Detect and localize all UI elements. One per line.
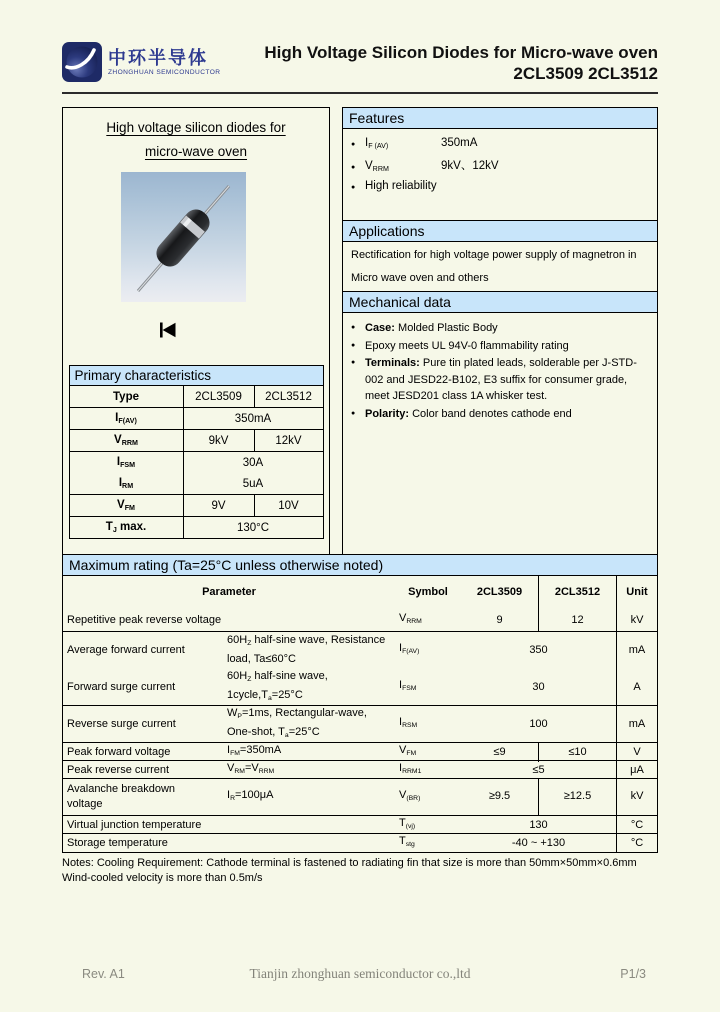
notes	[62, 856, 658, 885]
maximum-rating-table	[62, 576, 658, 853]
notes-line2: Wind-cooled velocity is more than 0.5m/s	[62, 871, 263, 884]
primary-characteristics-header: Primary characteristics	[69, 365, 324, 386]
symbol-cell: $I_{RRM1}$	[399, 762, 422, 776]
diode-cathode-icon	[159, 322, 329, 343]
product-intro-title	[63, 116, 329, 164]
table-row	[63, 743, 657, 761]
table-row	[63, 669, 657, 706]
row-label: $I_{F(AV)}$	[70, 408, 184, 429]
table-row	[63, 816, 657, 834]
top-section	[62, 107, 658, 555]
diode-photo	[121, 172, 246, 302]
symbol-cell: $I_{F(AV)}$	[399, 642, 420, 656]
title-line1: High Voltage Silicon Diodes for Micro-wave oven	[264, 43, 658, 62]
value-cell: 130°C	[236, 521, 270, 534]
table-row	[63, 706, 657, 743]
table-row	[70, 408, 323, 430]
feature-item	[351, 157, 651, 173]
value-cell: 350mA	[234, 412, 272, 425]
mechanical-item	[351, 406, 651, 423]
symbol-cell: $I_{RSM}$	[399, 716, 418, 730]
bullet-icon: ●	[351, 341, 356, 349]
header-parameter: Parameter	[202, 586, 256, 599]
feature-value: 350mA	[441, 137, 478, 149]
unit-cell: mA	[616, 706, 657, 743]
company-logo	[62, 42, 220, 82]
value-cell: 2CL3509	[195, 390, 242, 403]
condition-cell: $I_{FM}=350mA$	[227, 744, 282, 758]
mechanical-data-box	[342, 312, 658, 555]
intro-title-line2: micro-wave oven	[144, 144, 248, 159]
parameter-cell: Peak reverse current	[67, 763, 170, 776]
bullet-icon: ●	[351, 359, 356, 366]
features-header: Features	[342, 107, 658, 129]
mechanical-data-header: Mechanical data	[342, 291, 658, 313]
mechanical-item	[351, 320, 651, 337]
value-cell: 350	[529, 643, 548, 656]
unit-cell: kV	[616, 779, 657, 815]
bullet-icon: ●	[351, 184, 356, 192]
parameter-cell: Repetitive peak reverse voltage	[67, 613, 222, 626]
page-header	[62, 42, 658, 94]
bullet-icon: ●	[351, 164, 356, 172]
table-row	[63, 779, 657, 816]
value-cell: -40 ~ +130	[511, 836, 566, 849]
value-cell: 2CL3512	[254, 386, 323, 407]
parameter-cell: Peak forward voltage	[67, 745, 171, 758]
info-column	[342, 107, 658, 555]
table-row	[70, 386, 323, 408]
value-cell: 12kV	[254, 430, 323, 451]
value-cell: ≥9.5	[488, 790, 511, 803]
value-cell: ≤5	[532, 763, 545, 776]
parameter-cell: Avalanche breakdown voltage	[67, 782, 176, 810]
parameter-cell: Average forward current	[67, 643, 185, 656]
mechanical-text: Case: Molded Plastic Body	[365, 322, 498, 334]
unit-cell: A	[616, 669, 657, 706]
mechanical-text: Polarity: Color band denotes cathode end	[365, 407, 572, 420]
revision-label: Rev. A1	[82, 967, 125, 981]
symbol-cell: $V_{(BR)}$	[399, 788, 421, 802]
mechanical-text: Terminals: Pure tin plated leads, solderable per J-STD-002 and JESD22-B102, E3 suffix for consumer grade, meet JESD201 class 1A whisker test.	[365, 357, 637, 402]
row-label: $T_J$ max.	[70, 517, 184, 538]
feature-value: 9kV、12kV	[441, 160, 499, 173]
diode-photo-drawing	[121, 172, 246, 302]
applications-line1: Rectification for high voltage power supply of magnetron in	[351, 249, 637, 261]
unit-cell: °C	[616, 834, 657, 853]
parameter-cell: Virtual junction temperature	[67, 818, 202, 831]
condition-cell: $60H_Z$ half-sine wave, $1cycle,T_a=25^\circ C$	[227, 670, 328, 702]
value-cell: ≤10	[538, 743, 616, 762]
table-row	[70, 495, 323, 517]
unit-cell: mA	[616, 632, 657, 669]
bullet-icon: ●	[351, 409, 356, 417]
table-row	[63, 632, 657, 669]
primary-characteristics-table	[69, 386, 324, 539]
notes-line1: Notes: Cooling Requirement: Cathode terminal is fastened to radiating fin that size is more than 50mm×50mm×0.6mm	[62, 857, 637, 869]
applications-header: Applications	[342, 220, 658, 242]
table-row	[63, 761, 657, 779]
value-cell: 9kV	[208, 434, 229, 447]
page-number: P1/3	[620, 967, 646, 981]
row-label: $I_{FSM}$	[70, 452, 184, 473]
logo-english-name: ZHONGHUAN SEMICONDUCTOR	[108, 69, 221, 76]
feature-item	[351, 180, 651, 192]
value-cell: 100	[529, 717, 548, 730]
mechanical-item	[351, 355, 651, 405]
symbol-cell: $I_{FSM}$	[399, 679, 417, 693]
value-cell: 9V	[211, 499, 226, 512]
condition-cell: $60H_Z$ half-sine wave, Resistance load, Ta≤60°C	[227, 634, 386, 666]
unit-cell: °C	[616, 816, 657, 835]
table-row	[70, 430, 323, 452]
value-cell: 30A	[242, 456, 264, 469]
header-unit: Unit	[616, 576, 657, 610]
symbol-cell: $V_{RRM}$	[399, 612, 422, 626]
table-row	[70, 473, 323, 495]
parameter-cell: Reverse surge current	[67, 717, 176, 730]
document-title	[264, 42, 658, 84]
value-cell: 10V	[254, 495, 323, 516]
applications-box	[342, 241, 658, 292]
unit-cell: V	[616, 743, 657, 762]
header-symbol: Symbol	[408, 586, 448, 599]
product-overview-box	[62, 107, 330, 555]
condition-cell: $V_{RM}=V_{RRM}$	[227, 762, 275, 776]
value-cell: 9	[496, 613, 503, 626]
symbol-cell: $T_{stg}$	[399, 835, 415, 849]
bullet-icon: ●	[351, 141, 356, 148]
table-row	[63, 610, 657, 632]
feature-symbol: $I_{F (AV)}$	[365, 137, 389, 151]
unit-cell: μA	[616, 761, 657, 780]
parameter-cell: Forward surge current	[67, 680, 176, 693]
row-label: Type	[70, 386, 184, 407]
value-cell: 5uA	[242, 477, 264, 490]
logo-icon	[62, 42, 102, 82]
maximum-rating-header: Maximum rating (Ta=25°C unless otherwise noted)	[62, 554, 658, 576]
mechanical-text: Epoxy meets UL 94V-0 flammability rating	[365, 339, 569, 352]
feature-item	[351, 137, 651, 150]
header-2cl3509: 2CL3509	[476, 586, 523, 599]
applications-line2: Micro wave oven and others	[351, 272, 489, 284]
page-footer	[62, 966, 658, 982]
table-row	[63, 834, 657, 852]
part-numbers: 2CL3509 2CL3512	[513, 64, 658, 83]
value-cell: ≥12.5	[538, 779, 616, 815]
row-label: $V_{RRM}$	[70, 430, 184, 451]
value-cell: 30	[532, 680, 545, 693]
logo-text	[108, 48, 220, 76]
intro-title-line1: High voltage silicon diodes for	[106, 120, 286, 135]
value-cell: 12	[538, 610, 616, 631]
feature-symbol: $V_{RRM}$	[365, 160, 389, 174]
value-cell: 130	[529, 818, 548, 831]
datasheet-page	[62, 42, 658, 885]
condition-cell: $I_R=100\mu A$	[227, 788, 274, 802]
table-header-row	[63, 576, 657, 610]
mechanical-item	[351, 338, 651, 355]
row-label: $I_{RM}$	[70, 473, 184, 494]
bullet-icon: ●	[351, 324, 356, 331]
primary-characteristics	[69, 365, 324, 539]
feature-text: High reliability	[365, 180, 437, 193]
symbol-cell: $V_{FM}$	[399, 744, 417, 758]
table-row	[70, 452, 323, 473]
symbol-cell: $T_{(vj)}$	[399, 817, 416, 831]
company-name: Tianjin zhonghuan semiconductor co.,ltd	[249, 966, 471, 981]
parameter-cell: Storage temperature	[67, 836, 168, 849]
value-cell: ≤9	[493, 745, 506, 758]
condition-cell: $W_P=1ms$, Rectangular-wave, One-shot, $T_a=25^\circ C$	[227, 707, 367, 739]
table-row	[70, 517, 323, 538]
header-2cl3512: 2CL3512	[538, 576, 616, 610]
features-box	[342, 128, 658, 221]
unit-cell: kV	[616, 610, 657, 631]
logo-chinese-name: 中环半导体	[108, 48, 208, 68]
row-label: $V_{FM}$	[70, 495, 184, 516]
